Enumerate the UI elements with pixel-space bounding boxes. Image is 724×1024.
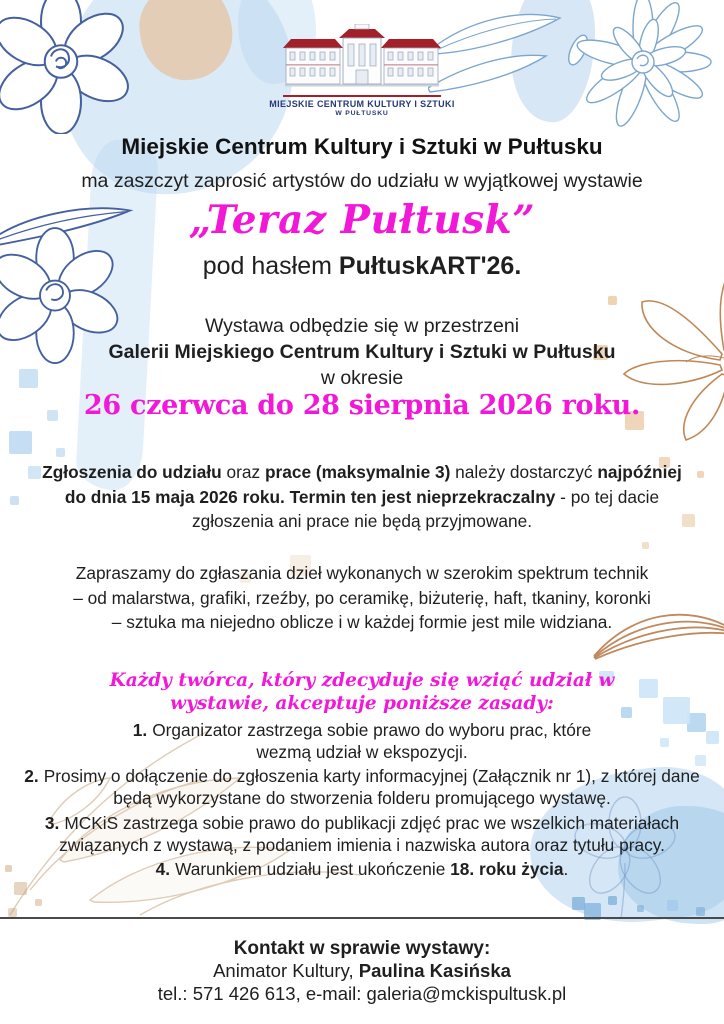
rule-item-1 — [0, 719, 724, 764]
mckis-logo-building-icon — [277, 24, 447, 88]
invitation-line: ma zaszczyt zaprosić artystów do udziału w wyjątkowej wystawie — [81, 170, 643, 192]
venue-line3: w okresie — [320, 367, 404, 389]
footer-heading: Kontakt w sprawie wystawy: — [233, 938, 491, 959]
slogan-name: PułtuskART'26. — [338, 252, 522, 280]
rule-number: 2. — [24, 766, 39, 786]
organization-title: Miejskie Centrum Kultury i Sztuki w Pułtusku — [121, 134, 603, 159]
rule-number: 1. — [132, 720, 148, 740]
submission-bold2: prace (maksymalnie 3) — [264, 462, 451, 482]
venue-line2: Galerii Miejskiego Centrum Kultury i Sztuki w Pułtusku — [108, 341, 616, 363]
logo-caption-line1: MIEJSKIE CENTRUM KULTURY I SZTUKI — [269, 99, 455, 109]
rule-text-prefix: Warunkiem udziału jest ukończenie — [175, 859, 451, 879]
slogan-prefix: pod hasłem — [202, 252, 339, 280]
footer-contact — [0, 937, 724, 1005]
rule-text: Organizator zastrzega sobie prawo do wyboru prac, które wezmą udział w ekspozycji. — [152, 720, 592, 763]
submission-normal2: należy dostarczyć — [450, 462, 598, 482]
contact-role: Animator Kultury, — [213, 960, 359, 982]
venue-line1: Wystawa odbędzie się w przestrzeni — [204, 315, 520, 337]
submission-paragraph — [0, 460, 724, 534]
techniques-paragraph — [0, 561, 724, 635]
exhibition-slogan — [0, 252, 724, 281]
exhibition-title: „Teraz Pułtusk” — [188, 197, 536, 243]
footer-divider-line — [0, 917, 724, 919]
rules-heading: Każdy twórca, który zdecyduje się wziąć udział w wystawie, akceptuje poniższe zasady: — [109, 670, 615, 714]
rule-item-2 — [0, 765, 724, 810]
footer-contact-person — [0, 960, 724, 983]
rule-number: 3. — [44, 813, 60, 833]
rule-item-3 — [0, 812, 724, 857]
submission-bold1: Zgłoszenia do udziału — [42, 462, 222, 482]
mckis-logo — [0, 24, 724, 120]
rule-number: 4. — [155, 859, 171, 879]
submission-bold3: najpóźniej do dnia 15 maja 2026 roku. Termin ten jest nieprzekraczalny — [64, 462, 682, 507]
contact-phone-email: tel.: 571 426 613, e-mail: galeria@mckispultusk.pl — [157, 982, 567, 1004]
contact-name: Paulina Kasińska — [358, 960, 511, 982]
rule-text-suffix: . — [563, 859, 569, 879]
logo-red-rule — [283, 95, 441, 97]
rule-text: MCKiS zastrzega sobie prawo do publikacji zdjęć prac we wszelkich materiałach związanych z wystawą, z podaniem imienia i nazwiska autora oraz tytułu pracy. — [59, 813, 680, 856]
rule-text-bold: 18. roku życia — [450, 859, 564, 879]
rule-item-4 — [0, 858, 724, 880]
submission-normal1: oraz — [221, 462, 265, 482]
techniques-text: Zapraszamy do zgłaszania dzieł wykonanych w szerokim spektrum technik – od malarstwa, grafiki, rzeźby, po ceramikę, biżuterię, haft, tkaniny, koronki – sztuka ma niejedno oblicze i w każdej formie jest mile widziana. — [73, 563, 651, 633]
submission-normal3: - po tej dacie zgłoszenia ani prace nie będą przyjmowane. — [191, 486, 660, 532]
logo-caption-line2: W PUŁTUSKU — [335, 110, 389, 117]
exhibition-dates: 26 czerwca do 28 sierpnia 2026 roku. — [83, 390, 641, 421]
rule-text: Prosimy o dołączenie do zgłoszenia karty informacyjnej (Załącznik nr 1), z której dane będą wykorzystane do stworzenia folderu promującego wystawę. — [43, 766, 700, 809]
